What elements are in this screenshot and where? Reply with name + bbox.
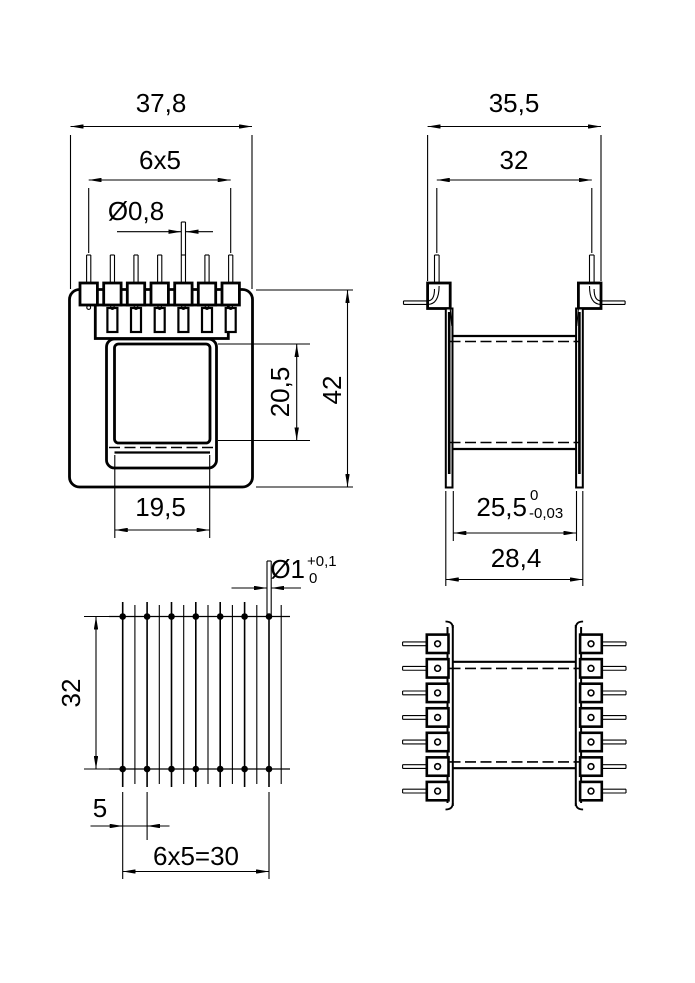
dim-text-side-hub-width: 25,5 <box>476 492 527 522</box>
dim-side-hub-width <box>453 487 576 541</box>
dim-text-side-flange-width: 28,4 <box>490 543 542 573</box>
dim-text-side-hub-tol-upper: 0 <box>530 487 539 504</box>
top-pin-right-3 <box>580 684 626 702</box>
dim-text-front-overall-width: 37,8 <box>135 88 187 118</box>
top-pin-left-5 <box>403 733 449 751</box>
dim-text-front-pin-diameter: Ø0,8 <box>107 196 165 226</box>
top-pin-left-3 <box>403 684 449 702</box>
top-view <box>403 622 626 810</box>
front-pin-5 <box>175 255 192 309</box>
top-pin-left-7 <box>403 782 449 800</box>
dim-text-grid-pin-span: 6x5=30 <box>152 841 240 871</box>
dim-text-grid-pin-diameter: Ø1 <box>270 554 305 584</box>
side-view <box>404 88 626 586</box>
winding-window <box>115 344 211 443</box>
top-view-right-pins <box>580 635 626 801</box>
side-winding-tube <box>450 336 580 449</box>
front-pins <box>80 255 239 309</box>
top-pin-right-5 <box>580 733 626 751</box>
side-right-flange <box>576 255 625 488</box>
dim-text-front-window-width: 19,5 <box>135 492 186 522</box>
dim-front-pin-diameter <box>108 196 213 255</box>
dim-text-grid-pin-tol-lower: 0 <box>309 570 318 587</box>
front-pin-2 <box>104 255 121 309</box>
front-pin-4 <box>151 255 168 309</box>
dim-grid-pin-diameter <box>232 553 337 588</box>
dim-text-front-overall-height: 42 <box>317 375 347 405</box>
front-view <box>70 88 354 538</box>
dim-text-front-window-height: 20,5 <box>265 366 295 418</box>
top-pin-right-2 <box>580 659 626 677</box>
front-pin-6 <box>198 255 215 309</box>
dim-text-side-hub-tol-lower: -0,03 <box>529 505 564 522</box>
dim-grid-row-spacing <box>56 617 109 770</box>
pin-grid-view <box>56 553 337 879</box>
front-pin-3 <box>127 255 144 309</box>
dim-text-grid-row-spacing: 32 <box>56 678 86 708</box>
pin-grid-lines <box>109 561 290 787</box>
top-pin-right-4 <box>580 708 626 726</box>
top-view-tube <box>450 662 580 768</box>
dim-text-side-pin-row-spacing: 32 <box>499 145 529 175</box>
top-pin-right-6 <box>580 757 626 775</box>
dim-grid-pin-span <box>123 792 269 879</box>
top-pin-left-6 <box>403 757 449 775</box>
top-pin-left-4 <box>403 708 449 726</box>
front-pin-7 <box>222 255 239 309</box>
dim-side-overall-width <box>428 88 601 281</box>
dim-text-grid-pin-tol-upper: +0,1 <box>307 553 337 570</box>
dim-text-side-overall-width: 35,5 <box>488 88 540 118</box>
front-pin-1 <box>80 255 97 309</box>
top-pin-left-2 <box>403 659 449 677</box>
dim-text-grid-pin-pitch: 5 <box>92 793 108 823</box>
dim-side-pin-row-spacing <box>437 145 592 253</box>
top-pin-right-1 <box>580 635 626 653</box>
top-pin-right-7 <box>580 782 626 800</box>
side-left-flange <box>404 255 453 488</box>
top-view-left-pins <box>403 635 449 801</box>
dim-text-front-pin-span: 6x5 <box>139 145 181 175</box>
top-pin-left-1 <box>403 635 449 653</box>
